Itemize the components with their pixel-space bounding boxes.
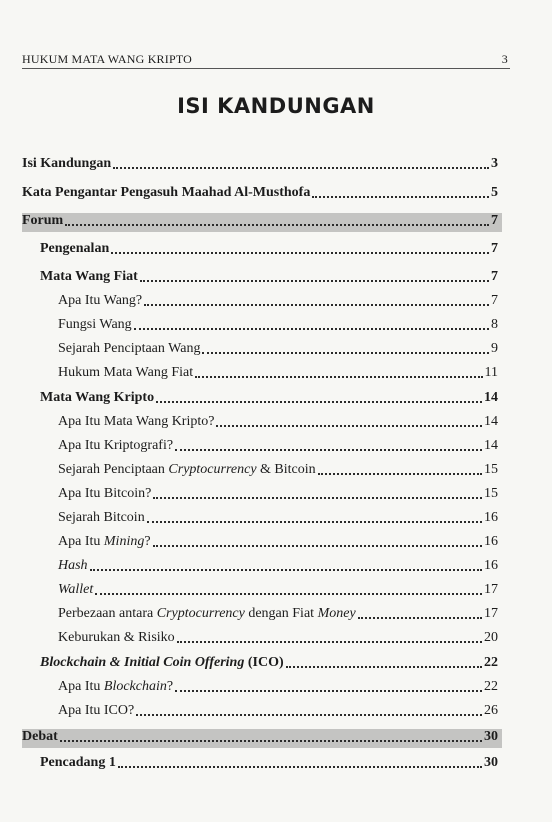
toc-entry-page: 7: [491, 269, 498, 284]
dot-leader: [134, 327, 489, 330]
toc-entry-page: 7: [491, 213, 498, 228]
toc-entry-label: Debat: [22, 729, 58, 744]
toc-entry-label: [40, 654, 284, 672]
toc-entry[interactable]: [58, 678, 498, 696]
toc-entry-label: Hukum Mata Wang Fiat: [58, 365, 194, 380]
toc-label-segment: & Bitcoin: [256, 462, 316, 477]
toc-entry-page: 8: [491, 317, 498, 332]
toc-entry-label: [58, 557, 88, 575]
toc-entry[interactable]: [22, 155, 498, 173]
toc-entry-label: Sejarah Penciptaan Wang: [58, 341, 201, 356]
dot-leader: [118, 765, 482, 768]
toc-entry[interactable]: [58, 485, 498, 503]
page-number: 3: [501, 52, 508, 66]
toc-entry-page: 17: [484, 606, 498, 621]
dot-leader: [202, 351, 489, 354]
toc-entry[interactable]: [40, 268, 498, 286]
toc-entry[interactable]: [58, 533, 498, 551]
toc-entry-label: Pencadang 1: [40, 755, 116, 770]
dot-leader: [286, 665, 482, 668]
dot-leader: [358, 616, 482, 619]
dot-leader: [312, 195, 489, 198]
toc-entry-label: Sejarah Bitcoin: [58, 510, 145, 525]
toc-label-segment: dengan Fiat: [244, 606, 318, 621]
toc-entry[interactable]: [58, 437, 498, 455]
dot-leader: [195, 375, 482, 378]
dot-leader: [175, 448, 482, 451]
toc-entry-label: Mata Wang Kripto: [40, 390, 155, 405]
dot-leader: [60, 739, 482, 742]
toc-entry-label: [58, 581, 93, 599]
toc-label-segment: Apa Itu: [58, 534, 104, 549]
dot-leader: [177, 640, 482, 643]
toc-entry-page: 26: [484, 703, 498, 718]
toc-entry-page: 15: [484, 486, 498, 501]
toc-entry-label: Apa Itu Wang?: [58, 293, 143, 308]
toc-entry-label: Apa Itu Bitcoin?: [58, 486, 152, 501]
toc-label-segment: Wallet: [58, 582, 94, 597]
running-title: HUKUM MATA WANG KRIPTO: [22, 52, 193, 66]
toc-entry[interactable]: [58, 702, 498, 720]
toc-entry-page: 30: [484, 755, 498, 770]
dot-leader: [136, 713, 482, 716]
toc-entry[interactable]: [58, 461, 498, 479]
toc-entry[interactable]: [40, 754, 498, 772]
toc-entry-page: 3: [491, 156, 498, 171]
toc-entry-page: 30: [484, 729, 498, 744]
toc-entry[interactable]: [22, 184, 498, 202]
dot-leader: [144, 303, 489, 306]
toc-entry[interactable]: [40, 389, 498, 407]
toc-entry-label: Forum: [22, 213, 64, 228]
toc-entry[interactable]: [58, 340, 498, 358]
toc-entry[interactable]: [58, 413, 498, 431]
toc-entry-page: 16: [484, 558, 498, 573]
dot-leader: [113, 166, 489, 169]
toc-entry[interactable]: [58, 557, 498, 575]
toc-entry-page: 22: [484, 655, 498, 670]
toc-entry[interactable]: [22, 212, 498, 230]
toc-entry-label: [58, 533, 151, 551]
toc-entry-page: 7: [491, 293, 498, 308]
toc-entry[interactable]: [58, 316, 498, 334]
toc-label-segment: Hash: [58, 558, 88, 573]
toc-entry[interactable]: [58, 581, 498, 599]
dot-leader: [65, 223, 489, 226]
page-title: ISI KANDUNGAN: [177, 94, 375, 118]
toc-entry[interactable]: [58, 629, 498, 647]
toc-entry[interactable]: [58, 292, 498, 310]
toc-label-segment: Sejarah Penciptaan: [58, 462, 169, 477]
toc-label-segment: Mining: [103, 534, 145, 549]
toc-entry-page: 7: [491, 241, 498, 256]
toc-label-segment: (ICO): [244, 655, 284, 670]
toc-label-segment: Cryptocurrency: [156, 606, 245, 621]
toc-entry-page: 15: [484, 462, 498, 477]
toc-entry-page: 16: [484, 534, 498, 549]
toc-label-segment: Blockchain: [103, 679, 167, 694]
toc-entry-label: Isi Kandungan: [22, 156, 112, 171]
toc-entry-label: Fungsi Wang: [58, 317, 132, 332]
toc-entry[interactable]: [40, 654, 498, 672]
running-header: [22, 50, 510, 69]
toc-label-segment: Cryptocurrency: [168, 462, 257, 477]
toc-label-segment: Blockchain & Initial Coin Offering: [40, 655, 245, 670]
toc-entry[interactable]: [40, 240, 498, 258]
toc-entry-page: 17: [484, 582, 498, 597]
toc-entry-label: Kata Pengantar Pengasuh Maahad Al-Musthofa: [22, 185, 311, 200]
toc-entry-page: 11: [484, 365, 498, 380]
toc-entry-label: Apa Itu Mata Wang Kripto?: [58, 414, 215, 429]
dot-leader: [216, 424, 482, 427]
dot-leader: [318, 472, 482, 475]
toc-label-segment: Apa Itu: [58, 679, 104, 694]
dot-leader: [95, 592, 482, 595]
dot-leader: [156, 400, 482, 403]
toc-entry-label: [58, 678, 173, 696]
toc-entry-page: 16: [484, 510, 498, 525]
dot-leader: [175, 689, 482, 692]
dot-leader: [153, 496, 482, 499]
dot-leader: [111, 251, 489, 254]
dot-leader: [147, 520, 482, 523]
toc-entry-label: Keburukan & Risiko: [58, 630, 175, 645]
toc-entry[interactable]: [58, 509, 498, 527]
toc-entry-label: [58, 461, 316, 479]
toc-entry-label: Mata Wang Fiat: [40, 269, 138, 284]
toc-entry-label: [58, 605, 356, 623]
toc-entry-page: 5: [491, 185, 498, 200]
toc-entry-page: 14: [484, 390, 498, 405]
toc-entry-page: 20: [484, 630, 498, 645]
toc-label-segment: ?: [144, 534, 151, 549]
toc-entry[interactable]: [22, 728, 498, 746]
dot-leader: [140, 279, 489, 282]
toc-label-segment: Perbezaan antara: [58, 606, 157, 621]
toc-entry-page: 22: [484, 679, 498, 694]
toc-entry-label: Pengenalan: [40, 241, 110, 256]
toc-label-segment: Money: [317, 606, 356, 621]
toc-entry-page: 14: [484, 438, 498, 453]
dot-leader: [153, 544, 482, 547]
toc-label-segment: ?: [166, 679, 174, 694]
toc-entry-page: 14: [484, 414, 498, 429]
toc-entry-page: 9: [491, 341, 498, 356]
toc-entry-label: Apa Itu Kriptografi?: [58, 438, 174, 453]
toc-entry-label: Apa Itu ICO?: [58, 703, 135, 718]
toc-entry[interactable]: [58, 364, 498, 382]
dot-leader: [90, 568, 482, 571]
toc-entry[interactable]: [58, 605, 498, 623]
